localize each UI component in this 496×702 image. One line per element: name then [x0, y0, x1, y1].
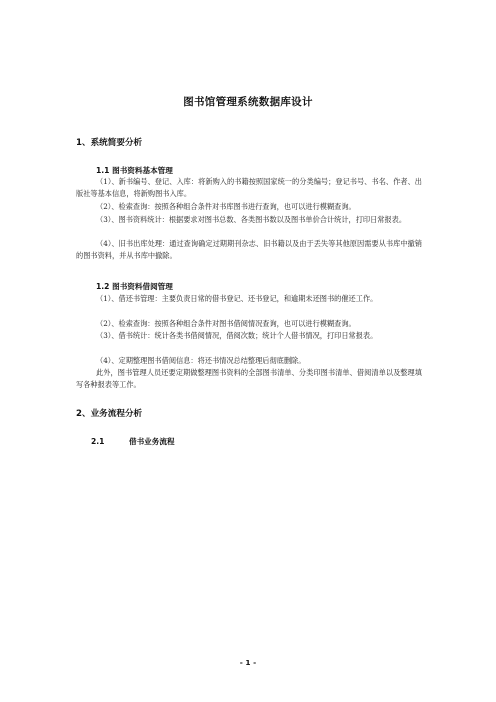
- paragraph-1-2-1: （1）、借还书管理：主要负责日常的借书登记、还书登记，和逾期未还图书的催还工作。: [96, 294, 378, 303]
- paragraph-1-2-2: （2）、检索查询：按照各种组合条件对图书借阅情况查询，也可以进行模糊查询。: [96, 319, 356, 328]
- section-heading-2: 2、业务流程分析: [76, 409, 143, 419]
- paragraph-1-1-3: （3）、图书资料统计：根据要求对图书总数、各类图书数以及图书单价合计统计，打印日常报表。: [96, 215, 407, 224]
- paragraph-1-1-1: （1）、新书编号、登记、入库：将新购入的书籍按照国家统一的分类编号；登记书号、书名、作者、出版社等基本信息，将新购图书入库。: [76, 177, 422, 199]
- paragraph-1-2-5: 此外，图书管理人员还要定期做整理图书资料的全部图书清单、分类印图书清单、借阅清单以及整理填写各种报表等工作。: [76, 368, 422, 390]
- subsection-heading-1-2: 1.2 图书资料借阅管理: [96, 282, 173, 291]
- document-title: 图书馆管理系统数据库设计: [183, 96, 313, 108]
- page-number: - 1 -: [239, 658, 257, 667]
- subsection-label: 借书业务流程: [129, 437, 175, 446]
- subsection-number: 2.1: [91, 437, 105, 446]
- paragraph-1-1-4: （4）、旧书出库处理：通过查询确定过期期刊杂志、旧书籍以及由于丢失等其他原因需要从书库中撤销的图书资料，并从书库中撤除。: [76, 239, 422, 261]
- paragraph-1-2-4: （4）、定期整理图书借阅信息：将还书情况总结整理后彻底删除。: [96, 356, 306, 365]
- subsection-heading-1-1: 1.1 图书资料基本管理: [96, 166, 173, 175]
- paragraph-1-1-2: （2）、检索查询：按照各种组合条件对书库图书进行查询，也可以进行模糊查询。: [96, 202, 356, 211]
- paragraph-1-2-3: （3）、借书统计：统计各类书借阅情况，借阅次数；统计个人借书情况，打印日常报表。: [96, 331, 378, 340]
- subsection-heading-2-1: [91, 436, 175, 447]
- section-heading-1: 1、系统简要分析: [76, 138, 143, 148]
